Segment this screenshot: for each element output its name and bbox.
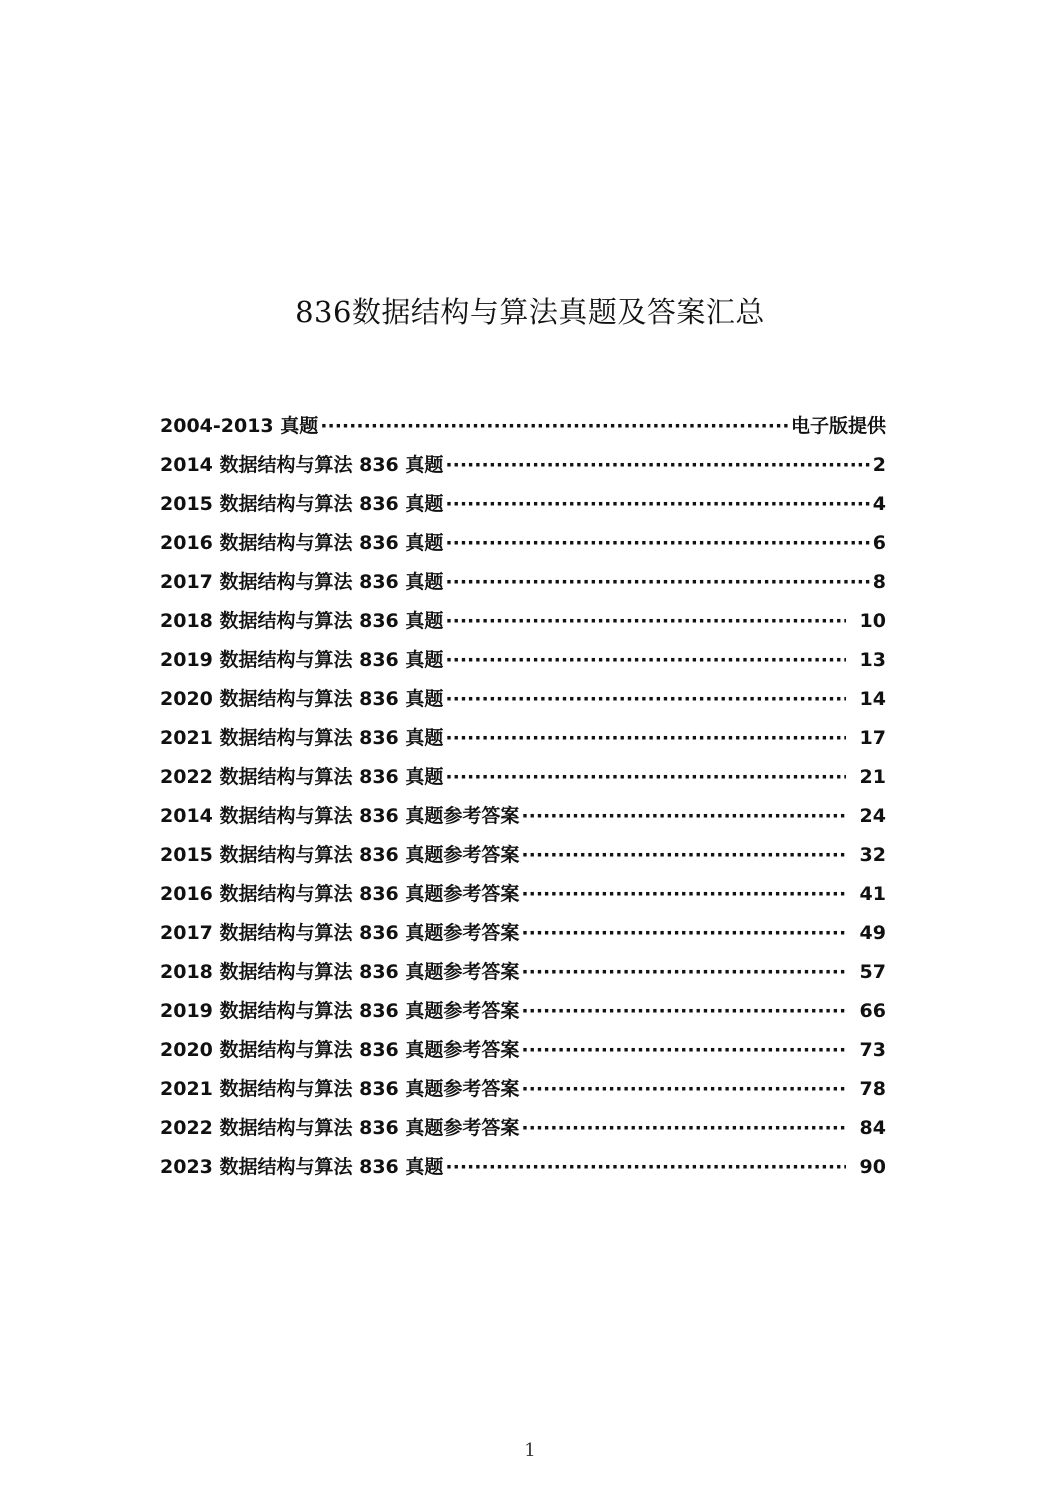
toc-entry-page: 32 — [859, 844, 886, 866]
toc-entry-label: 2014 数据结构与算法 836 真题参考答案 — [160, 805, 520, 827]
toc-dot-leader — [445, 485, 870, 524]
toc-entry-label: 2004-2013 真题 — [160, 415, 319, 437]
toc-dot-leader — [521, 1109, 846, 1148]
toc-entry-page: 2 — [872, 454, 886, 476]
toc-entry-label: 2017 数据结构与算法 836 真题参考答案 — [160, 922, 520, 944]
toc-dot-leader — [445, 524, 870, 563]
toc-dot-leader — [445, 563, 870, 602]
toc-entry[interactable] — [160, 797, 886, 836]
toc-dot-leader — [521, 992, 846, 1031]
toc-entry-page: 66 — [859, 1000, 886, 1022]
toc-entry-label: 2014 数据结构与算法 836 真题 — [160, 454, 444, 476]
toc-dot-leader — [320, 407, 789, 446]
toc-entry-label: 2016 数据结构与算法 836 真题参考答案 — [160, 883, 520, 905]
toc-entry-page: 电子版提供 — [790, 415, 886, 437]
toc-entry-label: 2021 数据结构与算法 836 真题 — [160, 727, 444, 749]
toc-entry[interactable] — [160, 914, 886, 953]
toc-entry-label: 2022 数据结构与算法 836 真题参考答案 — [160, 1117, 520, 1139]
toc-entry-label: 2021 数据结构与算法 836 真题参考答案 — [160, 1078, 520, 1100]
toc-entry[interactable] — [160, 836, 886, 875]
toc-entry-page: 14 — [859, 688, 886, 710]
toc-entry[interactable] — [160, 485, 886, 524]
toc-dot-leader — [521, 797, 846, 836]
toc-entry-page: 90 — [859, 1156, 886, 1178]
toc-entry-page: 78 — [859, 1078, 886, 1100]
toc-entry-label: 2017 数据结构与算法 836 真题 — [160, 571, 444, 593]
toc-entry[interactable] — [160, 680, 886, 719]
toc-dot-leader — [445, 719, 846, 758]
toc-dot-leader — [521, 836, 846, 875]
toc-entry[interactable] — [160, 1109, 886, 1148]
toc-dot-leader — [445, 680, 846, 719]
toc-entry-page: 13 — [859, 649, 886, 671]
toc-entry-label: 2019 数据结构与算法 836 真题参考答案 — [160, 1000, 520, 1022]
toc-entry-page: 84 — [859, 1117, 886, 1139]
toc-dot-leader — [521, 953, 846, 992]
toc-dot-leader — [521, 1070, 846, 1109]
toc-dot-leader — [521, 875, 846, 914]
toc-entry[interactable] — [160, 563, 886, 602]
toc-entry-label: 2015 数据结构与算法 836 真题 — [160, 493, 444, 515]
toc-entry-page: 24 — [859, 805, 886, 827]
toc-dot-leader — [445, 1148, 846, 1187]
toc-entry[interactable] — [160, 992, 886, 1031]
toc-entry[interactable] — [160, 1070, 886, 1109]
toc-dot-leader — [445, 602, 846, 641]
toc-entry-label: 2019 数据结构与算法 836 真题 — [160, 649, 444, 671]
toc-entry[interactable] — [160, 602, 886, 641]
toc-dot-leader — [445, 641, 846, 680]
toc-entry-page: 41 — [859, 883, 886, 905]
toc-entry-label: 2018 数据结构与算法 836 真题参考答案 — [160, 961, 520, 983]
toc-entry[interactable] — [160, 524, 886, 563]
toc-entry[interactable] — [160, 407, 886, 446]
toc-entry[interactable] — [160, 875, 886, 914]
toc-entry[interactable] — [160, 719, 886, 758]
toc-entry[interactable] — [160, 641, 886, 680]
table-of-contents — [160, 407, 886, 1187]
toc-entry-page: 10 — [859, 610, 886, 632]
toc-entry-page: 6 — [872, 532, 886, 554]
toc-entry-label: 2023 数据结构与算法 836 真题 — [160, 1156, 444, 1178]
toc-entry[interactable] — [160, 446, 886, 485]
toc-entry-label: 2022 数据结构与算法 836 真题 — [160, 766, 444, 788]
toc-entry-label: 2016 数据结构与算法 836 真题 — [160, 532, 444, 554]
toc-dot-leader — [445, 446, 870, 485]
toc-dot-leader — [521, 1031, 846, 1070]
toc-entry-page: 73 — [859, 1039, 886, 1061]
toc-entry-page: 8 — [872, 571, 886, 593]
toc-entry-page: 49 — [859, 922, 886, 944]
toc-entry-page: 4 — [872, 493, 886, 515]
toc-entry[interactable] — [160, 953, 886, 992]
toc-dot-leader — [445, 758, 846, 797]
toc-entry-page: 21 — [859, 766, 886, 788]
toc-entry-label: 2018 数据结构与算法 836 真题 — [160, 610, 444, 632]
toc-entry-label: 2015 数据结构与算法 836 真题参考答案 — [160, 844, 520, 866]
toc-dot-leader — [521, 914, 846, 953]
page-number: 1 — [524, 1440, 536, 1461]
toc-entry-page: 17 — [859, 727, 886, 749]
toc-entry[interactable] — [160, 1031, 886, 1070]
toc-entry-label: 2020 数据结构与算法 836 真题 — [160, 688, 444, 710]
toc-entry-label: 2020 数据结构与算法 836 真题参考答案 — [160, 1039, 520, 1061]
toc-entry[interactable] — [160, 758, 886, 797]
document-title: 836数据结构与算法真题及答案汇总 — [295, 295, 765, 329]
toc-entry-page: 57 — [859, 961, 886, 983]
toc-entry[interactable] — [160, 1148, 886, 1187]
